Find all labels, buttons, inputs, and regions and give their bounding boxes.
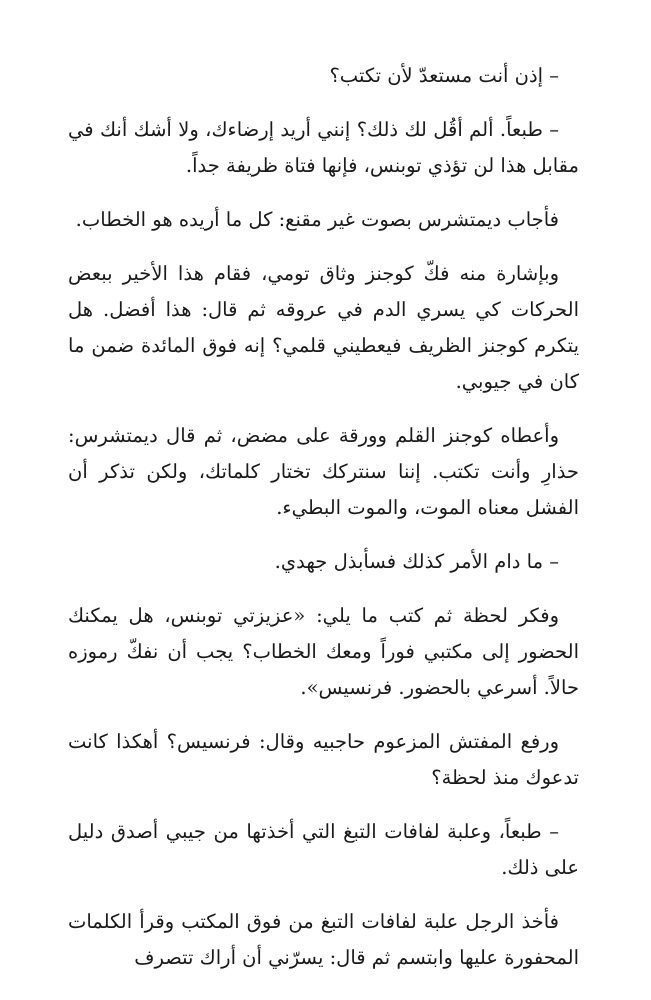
paragraph-4: وبإشارة منه فكّ كوجنز وثاق تومي، فقام هذا الأخير ببعض الحركات كي يسري الدم في عروقه ثم قال: هذا أفضل. هل يتكرم كوجنز الظريف فيعطيني قلمي؟ إنه فوق المائدة ضمن ما كان في جيوبي. — [68, 262, 579, 393]
paragraph-6: – ما دام الأمر كذلك فسأبذل جهدي. — [274, 550, 559, 573]
paragraph-10: فأخذ الرجل علبة لفافات التبغ من فوق المكتب وقرأ الكلمات المحفورة عليها وابتسم ثم قال: يسرّني أن أراك تتصرف — [68, 910, 579, 969]
paragraph-8: ورفع المفتش المزعوم حاجبيه وقال: فرنسيس؟ أهكذا كانت تدعوك منذ لحظة؟ — [68, 730, 579, 789]
paragraph-7: وفكر لحظة ثم كتب ما يلي: «عزيزتي توبنس، هل يمكنك الحضور إلى مكتبي فوراً ومعك الخطاب؟ يجب أن نفكّ رموزه حالاً. أسرعي بالحضور. فرنسيس». — [68, 604, 579, 699]
paragraph-9: – طبعاً، وعلبة لفافات التبغ التي أخذتها من جيبي أصدق دليل على ذلك. — [68, 820, 579, 879]
paragraph-5: وأعطاه كوجنز القلم وورقة على مضض، ثم قال ديمتشرس: حذارِ وأنت تكتب. إننا سنتركك تختار كلماتك، ولكن تذكر أن الفشل معناه الموت، والموت البطيء. — [68, 424, 579, 519]
paragraph-2: – طبعاً. ألم أقُل لك ذلك؟ إنني أريد إرضاءك، ولا أشك أنك في مقابل هذا لن تؤذي توبنس، فإنها فتاة ظريفة جداً. — [68, 118, 579, 177]
paragraph-1: – إذن أنت مستعدّ لأن تكتب؟ — [329, 64, 559, 87]
paragraph-3: فأجاب ديمتشرس بصوت غير مقنع: كل ما أريده هو الخطاب. — [75, 208, 559, 231]
